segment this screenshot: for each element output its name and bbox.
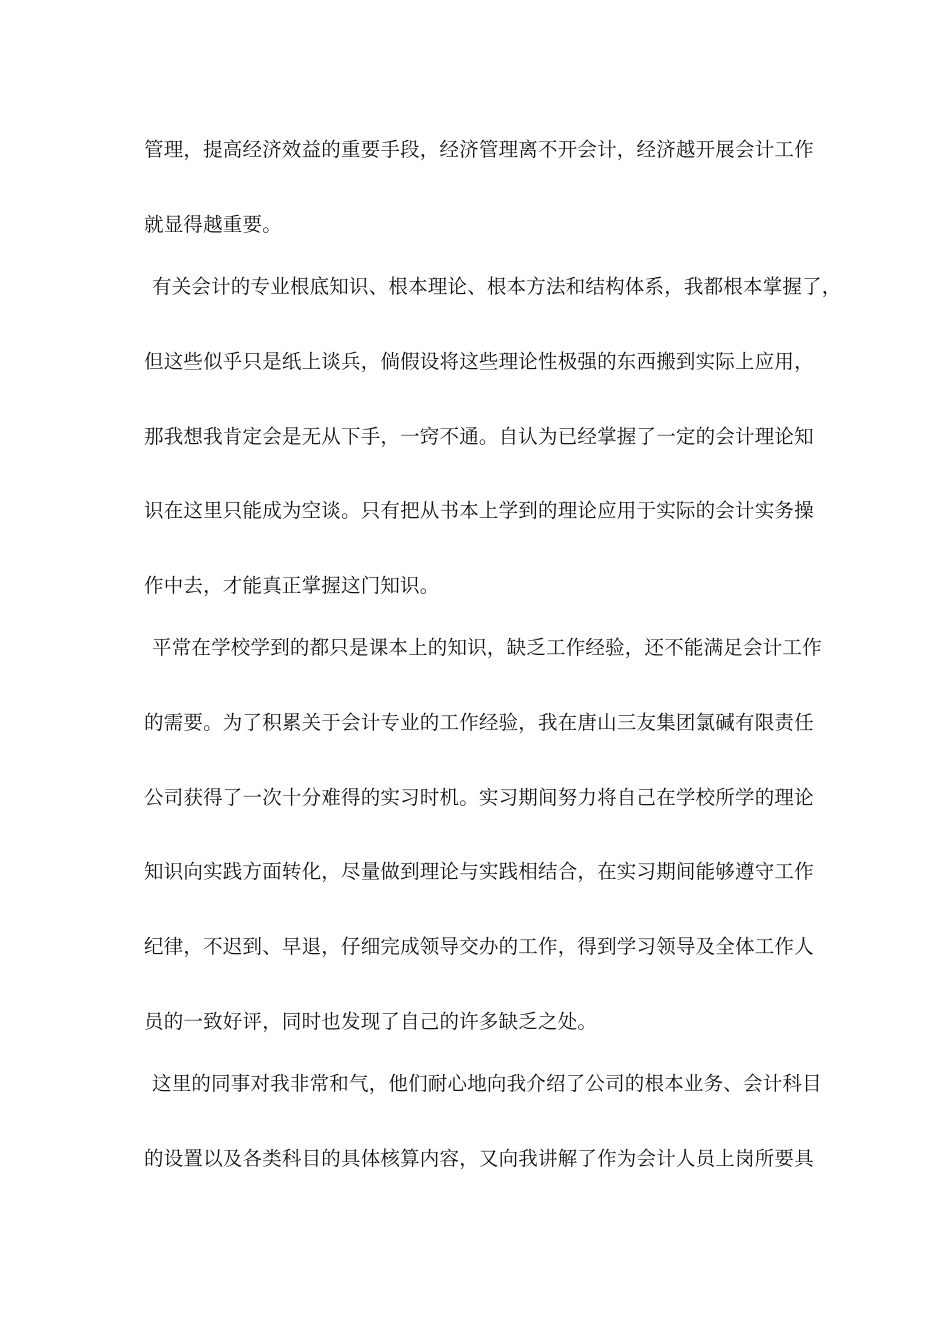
text-line: 的需要。为了积累关于会计专业的工作经验，我在唐山三友集团氯碱有限责任	[144, 711, 814, 734]
text-line: 员的一致好评，同时也发现了自己的许多缺乏之处。	[144, 1010, 598, 1033]
paragraph-start-line: 平常在学校学到的都只是课本上的知识，缺乏工作经验，还不能满足会计工作	[152, 636, 822, 659]
text-line: 就显得越重要。	[144, 213, 282, 236]
text-line: 知识向实践方面转化，尽量做到理论与实践相结合，在实习期间能够遵守工作	[144, 860, 814, 883]
text-line: 管理，提高经济效益的重要手段，经济管理离不开会计，经济越开展会计工作	[144, 138, 814, 161]
text-line: 那我想我肯定会是无从下手，一窍不通。自认为已经掌握了一定的会计理论知	[144, 425, 814, 448]
paragraph-start-line: 这里的同事对我非常和气，他们耐心地向我介绍了公司的根本业务、会计科目	[152, 1072, 822, 1095]
text-line: 纪律，不迟到、早退，仔细完成领导交办的工作，得到学习领导及全体工作人	[144, 935, 814, 958]
text-line: 但这些似乎只是纸上谈兵，倘假设将这些理论性极强的东西搬到实际上应用，	[144, 350, 814, 373]
paragraph-start-line: 有关会计的专业根底知识、根本理论、根本方法和结构体系，我都根本掌握了，	[152, 275, 842, 298]
text-line: 作中去，才能真正掌握这门知识。	[144, 574, 440, 597]
text-line: 识在这里只能成为空谈。只有把从书本上学到的理论应用于实际的会计实务操	[144, 499, 814, 522]
text-line: 的设置以及各类科目的具体核算内容，又向我讲解了作为会计人员上岗所要具	[144, 1147, 814, 1170]
text-line: 公司获得了一次十分难得的实习时机。实习期间努力将自己在学校所学的理论	[144, 786, 814, 809]
